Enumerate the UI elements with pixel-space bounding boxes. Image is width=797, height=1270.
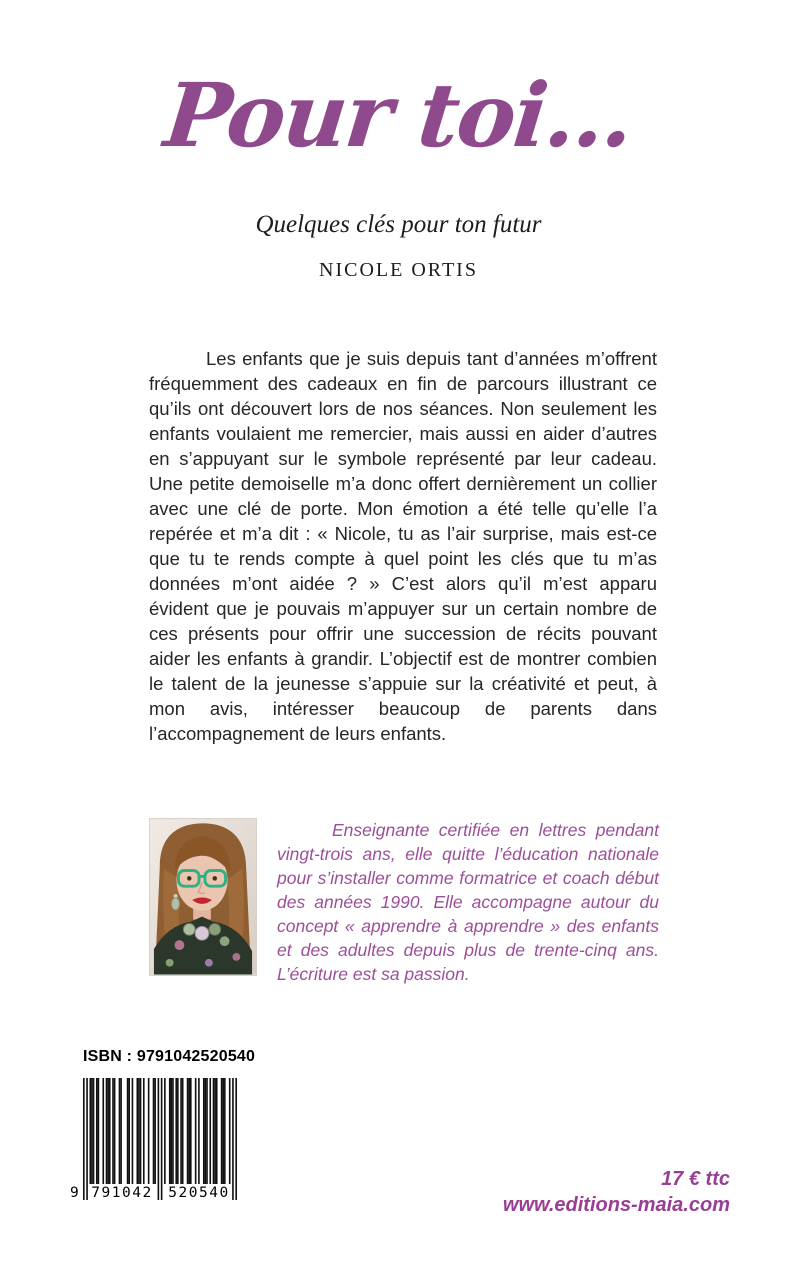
- book-subtitle: Quelques clés pour ton futur: [255, 211, 542, 238]
- book-title: Pour toi...: [159, 63, 638, 167]
- synopsis-section: [149, 346, 657, 746]
- publisher-website: www.editions-maia.com: [502, 1194, 730, 1216]
- pricing-block: [503, 1166, 730, 1218]
- barcode-digits-right: 520540: [168, 1185, 230, 1201]
- barcode-digits: [70, 1184, 237, 1201]
- isbn-label: ISBN : 9791042520540: [83, 1048, 256, 1065]
- author-bio-section: [149, 818, 659, 986]
- author-photo: [149, 818, 257, 976]
- barcode-bars: [83, 1078, 237, 1200]
- barcode-digit-first: 9: [70, 1185, 79, 1201]
- price: 17 € ttc: [661, 1168, 730, 1190]
- synopsis-text: Les enfants que je suis depuis tant d’années m’offrent fréquemment des cadeaux en fin de parcours illustrant ce qu’ils ont découvert lors de nos séances. Non seulement les enfants voulaient me remercier, mais aussi en aider d’autres en s’appuyant sur le symbole représenté par leur cadeau. Une petite demoiselle m’a donc offert dernièrement un collier avec une clé de porte. Mon émotion a été telle qu’elle l’a repérée et m’a dit : « Nicole, tu as l’air surprise, mais est-ce que tu te rends compte à quel point les clés que tu m’as données m’ont aidée ? » C’est alors qu’il m’est apparu évident que je pouvais m’appuyer sur un certain nombre de ces présents pour offrir une succession de récits pouvant aider les enfants à grandir. L’objectif est de montrer combien le talent de la jeunesse s’appuie sur la créativité et peut, à mon avis, intéresser beaucoup de parents dans l’accompagnement de leurs enfants.: [149, 348, 657, 744]
- barcode: [70, 1078, 237, 1201]
- book-author: NICOLE ORTIS: [319, 259, 478, 281]
- isbn-block: [70, 1048, 256, 1201]
- author-bio-text: Enseignante certifiée en lettres pendant vingt-trois ans, elle quitte l’éducation nationale pour s’installer comme formatrice et coach début des années 1990. Elle accompagne autour du concept « apprendre à apprendre » des enfants et des adultes depuis plus de trente-cinq ans. L’écriture est sa passion.: [277, 820, 659, 984]
- author-bio: [277, 818, 659, 986]
- barcode-digits-left: 791042: [91, 1185, 153, 1201]
